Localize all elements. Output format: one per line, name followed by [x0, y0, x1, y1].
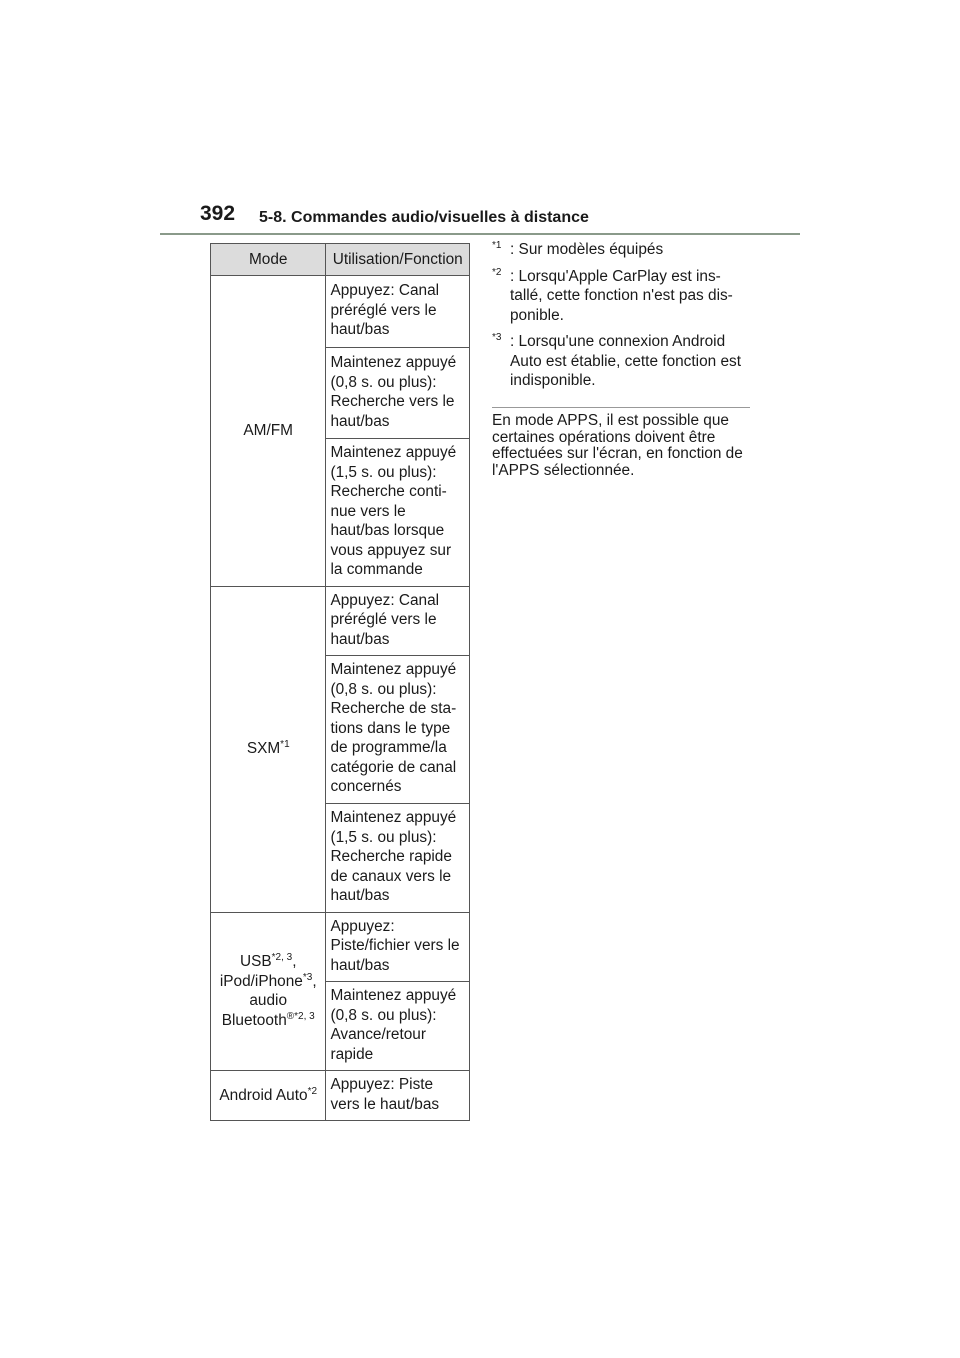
- footnote-ref: ®*2, 3: [286, 1010, 315, 1022]
- footnote-text: : Lorsqu'une connexion Android Auto est établie, cette fonction est indisponible.: [510, 333, 742, 389]
- footnote-ref: *2: [307, 1085, 318, 1097]
- footnote-marker: *2: [492, 266, 502, 278]
- table-row: [211, 276, 470, 348]
- footnote: [492, 240, 752, 260]
- function-cell: Appuyez: Canal préréglé vers le haut/bas: [326, 586, 470, 656]
- footnote: [492, 332, 752, 391]
- footnotes: [492, 240, 752, 398]
- footnote-marker: *1: [492, 239, 502, 251]
- function-cell: Appuyez: Piste vers le haut/bas: [326, 1071, 470, 1121]
- table-row: [211, 912, 470, 982]
- mode-label: iPod/iPhone: [219, 972, 303, 990]
- footnote: [492, 267, 752, 326]
- function-cell: Appuyez: Canal préréglé vers le haut/bas: [326, 276, 470, 348]
- footnote-marker: *3: [492, 331, 502, 343]
- mode-label: SXM: [246, 740, 281, 758]
- function-cell: Maintenez appuyé (1,5 s. ou plus): Recherche rapide de canaux vers le haut/bas: [326, 804, 470, 913]
- mode-function-table: [210, 243, 470, 1121]
- apps-note: En mode APPS, il est possible que certaines opérations doivent être effectuées sur l'écran, en fonction de l'APPS sélectionnée.: [492, 412, 743, 479]
- function-cell: Maintenez appuyé (0,8 s. ou plus): Recherche de sta-tions dans le type de programme/la catégorie de canal concernés: [326, 656, 470, 804]
- footnote-ref: *1: [280, 739, 290, 751]
- table-header-row: [211, 244, 470, 276]
- section-title: 5-8. Commandes audio/visuelles à distance: [259, 209, 589, 226]
- header-divider: [160, 233, 800, 235]
- footnote-text: : Sur modèles équipés: [510, 241, 664, 258]
- function-cell: Maintenez appuyé (1,5 s. ou plus): Recherche conti-nue vers le haut/bas lorsque vous appuyez sur la commande: [326, 439, 470, 587]
- table-row: [211, 1071, 470, 1121]
- mode-cell-sxm: [211, 586, 326, 912]
- footnote-ref: *3: [302, 971, 313, 983]
- column-header-mode: Mode: [211, 244, 326, 276]
- mode-cell-amfm: AM/FM: [211, 276, 326, 587]
- function-cell: Maintenez appuyé (0,8 s. ou plus): Avance/retour rapide: [326, 982, 470, 1071]
- separator: ,: [292, 953, 297, 971]
- function-cell: Appuyez: Piste/fichier vers le haut/bas: [326, 912, 470, 982]
- notes-divider: [492, 407, 750, 408]
- mode-label: Android Auto: [219, 1086, 308, 1104]
- mode-label: audio: [249, 992, 288, 1010]
- column-header-function: Utilisation/Fonction: [326, 244, 470, 276]
- mode-cell-usb: [211, 912, 326, 1071]
- footnote-ref: *2, 3: [271, 952, 293, 964]
- mode-label: USB: [239, 953, 272, 971]
- mode-label: Bluetooth: [221, 1011, 287, 1029]
- table-row: [211, 586, 470, 656]
- function-cell: Maintenez appuyé (0,8 s. ou plus): Recherche vers le haut/bas: [326, 348, 470, 439]
- separator: ,: [312, 972, 317, 990]
- mode-cell-android: [211, 1071, 326, 1121]
- page-number: 392: [200, 202, 236, 225]
- footnote-text: : Lorsqu'Apple CarPlay est ins-tallé, cette fonction n'est pas dis-ponible.: [510, 267, 733, 324]
